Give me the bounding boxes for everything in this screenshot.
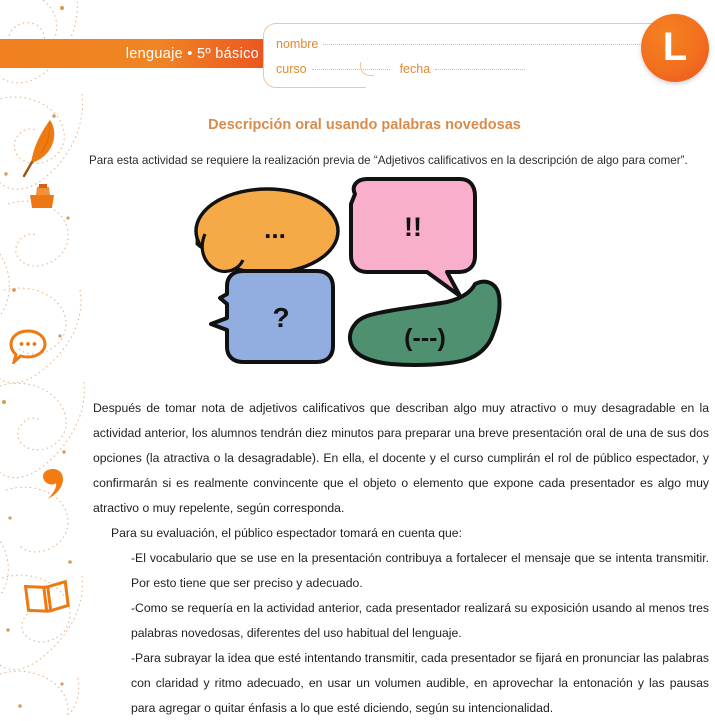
blue-bubble-text: ?	[271, 302, 290, 334]
nombre-field-row[interactable]	[276, 37, 656, 51]
paragraph-1: Después de tomar nota de adjetivos calificativos que describan algo muy atractivo o muy desagradable en la actividad anterior, los alumnos tendrán diez minutos para preparar una breve presentación oral de una de sus dos opciones (la atractiva o la desagradable). En ella, el docente y el curso cumplirán el rol de público espectador, y confirmarán si es realmente convincente que el objeto o elemento que expone cada presentador es algo muy atractivo o muy repelente, según corresponda.	[93, 401, 709, 516]
bullet-item: -Como se requería en la actividad anterior, cada presentador realizará su exposición usando al menos tres palabras novedosas, diferentes del uso habitual del lenguaje.	[131, 601, 709, 641]
worksheet-content	[0, 100, 715, 721]
orange-ellipse-bubble	[196, 189, 338, 273]
green-blob-bubble	[349, 282, 499, 365]
pink-bubble-text: !!	[403, 212, 422, 243]
body-text-block	[0, 396, 715, 721]
page-header	[0, 0, 715, 100]
logo-letter: L	[662, 25, 688, 69]
nombre-input-line[interactable]	[323, 44, 656, 45]
bullet-item: -Para subrayar la idea que esté intentando transmitir, cada presentador se fijará en pronunciar las palabras con claridad y ritmo adecuado, en usar un volumen audible, en aprovechar la entonación y las pausas para agregar o quitar énfasis a lo que esté diciendo, según su intencionalidad.	[131, 651, 709, 716]
nombre-label: nombre	[276, 37, 319, 51]
speech-bubbles-illustration	[175, 174, 525, 396]
orange-bubble-text: ...	[263, 214, 286, 245]
pink-rounded-bubble	[351, 179, 475, 296]
subject-label: lenguaje • 5º básico	[125, 45, 259, 62]
intro-text: Para esta actividad se requiere la realización previa de “Adjetivos calificativos en la descripción de algo para comer”.	[89, 154, 688, 167]
curso-fecha-field-row[interactable]	[276, 62, 506, 76]
blue-rounded-bubble	[211, 271, 333, 362]
bullet-item: -El vocabulario que se use en la presentación contribuya a fortalecer el mensaje que se intenta transmitir. Por esto tiene que ser preciso y adecuado.	[131, 551, 709, 591]
subject-band	[0, 39, 285, 68]
curso-input-line[interactable]	[312, 69, 390, 70]
curso-label: curso	[276, 62, 307, 76]
green-bubble-text: (---)	[403, 324, 446, 353]
fecha-input-line[interactable]	[435, 69, 525, 70]
evaluation-lead: Para su evaluación, el público espectador tomará en cuenta que:	[111, 526, 462, 541]
subject-logo-badge	[641, 14, 709, 82]
fecha-label: fecha	[399, 62, 431, 76]
page-title: Descripción oral usando palabras novedosas	[208, 117, 521, 133]
